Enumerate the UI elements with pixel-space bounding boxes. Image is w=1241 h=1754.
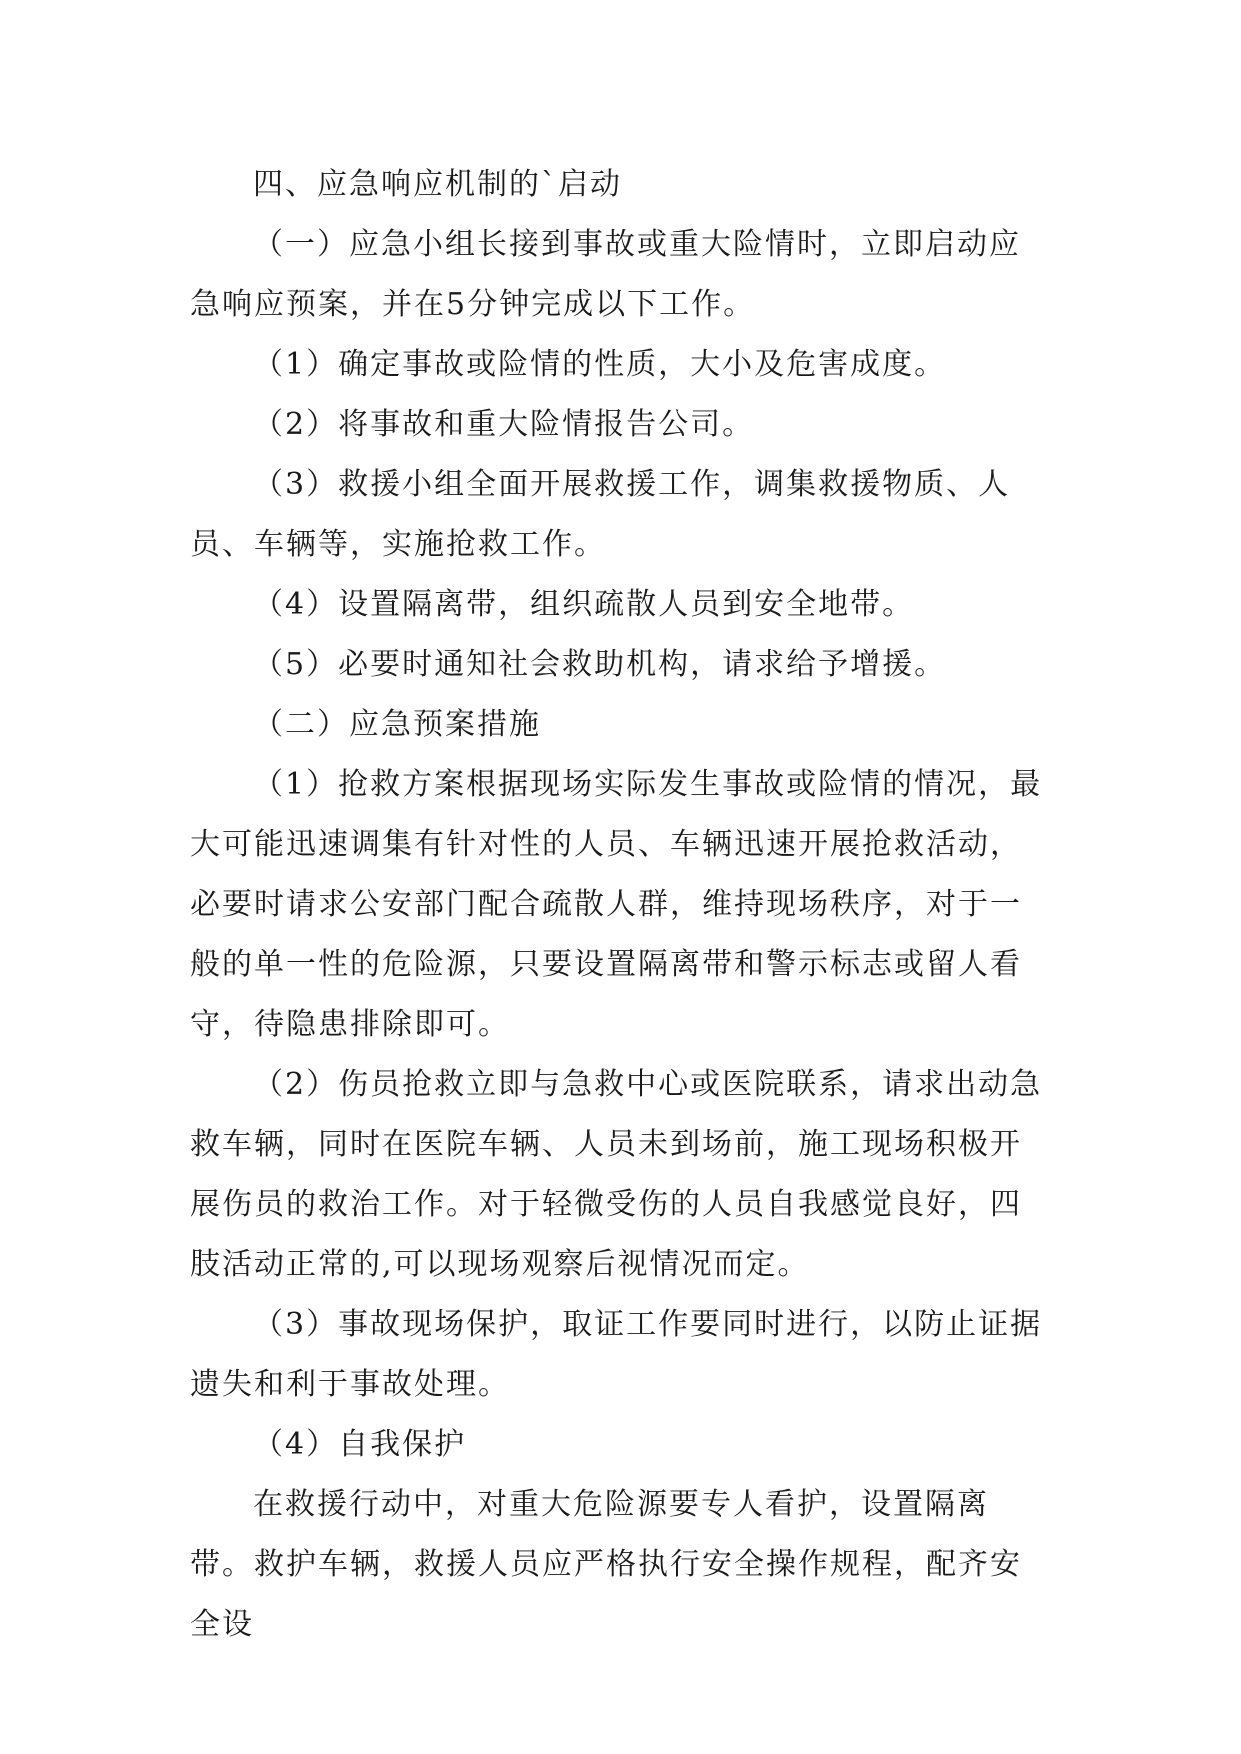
document-page — [190, 155, 1050, 1655]
list-item: （4）自我保护 — [253, 1427, 467, 1462]
list-item: （1）抢救方案根据现场实际发生事故或险情的情况，最大可能迅速调集有针对性的人员、车辆迅速开展抢救活动，必要时请求公安部门配合疏散人群，维持现场秩序，对于一般的单一性的危险源，只要设置隔离带和警示标志或留人看守，待隐患排除即可。 — [190, 767, 1043, 1042]
subsection-paragraph: （一）应急小组长接到事故或重大险情时，立即启动应急响应预案，并在5分钟完成以下工作。 — [190, 227, 1021, 322]
list-item: （2）将事故和重大险情报告公司。 — [253, 407, 755, 442]
section-heading: 四、应急响应机制的`启动 — [253, 167, 622, 202]
list-item: （4）设置隔离带，组织疏散人员到安全地带。 — [253, 587, 915, 622]
list-item: （3）事故现场保护，取证工作要同时进行，以防止证据遗失和利于事故处理。 — [190, 1307, 1043, 1402]
list-item: （2）伤员抢救立即与急救中心或医院联系，请求出动急救车辆，同时在医院车辆、人员未到场前，施工现场积极开展伤员的救治工作。对于轻微受伤的人员自我感觉良好，四肢活动正常的,可以现场观察后视情况而定。 — [190, 1067, 1043, 1282]
body-paragraph: 在救援行动中，对重大危险源要专人看护，设置隔离带。救护车辆，救援人员应严格执行安全操作规程，配齐安全设 — [190, 1487, 1022, 1642]
list-item: （1）确定事故或险情的性质，大小及危害成度。 — [253, 347, 947, 382]
subsection-heading: （二）应急预案措施 — [253, 707, 541, 742]
list-item: （5）必要时通知社会救助机构，请求给予增援。 — [253, 647, 947, 682]
list-item: （3）救援小组全面开展救援工作，调集救援物质、人员、车辆等，实施抢救工作。 — [190, 467, 1011, 562]
